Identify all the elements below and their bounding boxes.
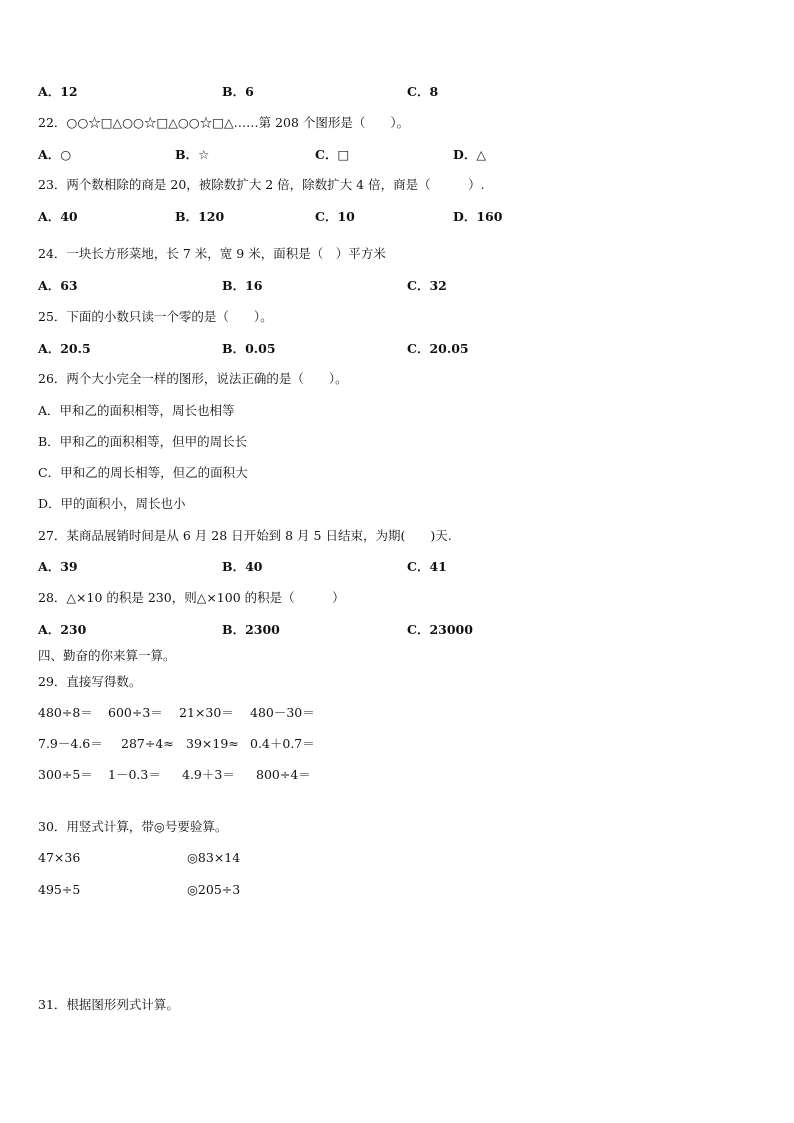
option-b[interactable] — [175, 209, 224, 225]
option-text: 8 — [429, 84, 439, 99]
option-text: 230 — [60, 622, 87, 637]
option-a[interactable] — [38, 559, 78, 575]
option-label: C． — [315, 147, 338, 162]
question-29-stem: 29．直接写得数。 — [38, 674, 142, 689]
calc-item: 21×30＝ — [179, 705, 234, 720]
option-b[interactable] — [222, 278, 262, 294]
option-text: △ — [476, 147, 486, 162]
calc-item: 4.9＋3＝ — [182, 767, 235, 782]
option-text: 41 — [429, 559, 447, 574]
option-b[interactable] — [222, 84, 254, 100]
option-a[interactable] — [38, 341, 91, 357]
calc-item: 7.9－4.6＝ — [38, 736, 103, 751]
option-text: 12 — [60, 84, 78, 99]
option-label: C． — [407, 341, 430, 356]
option-text: 23000 — [429, 622, 473, 637]
option-text: ○ — [60, 147, 72, 162]
option-c[interactable] — [407, 84, 438, 100]
question-26-stem: 26．两个大小完全一样的图形，说法正确的是（ ）。 — [38, 371, 348, 386]
option-text: 120 — [198, 209, 225, 224]
option-text: 40 — [245, 559, 263, 574]
option-a[interactable] — [38, 84, 78, 100]
option-label: C． — [407, 559, 430, 574]
calc-item: ◎205÷3 — [187, 882, 241, 897]
option-d[interactable] — [453, 209, 502, 225]
option-d[interactable]: D．甲的面积小，周长也小 — [38, 496, 186, 511]
option-c[interactable] — [407, 341, 469, 357]
option-b[interactable] — [222, 341, 276, 357]
calc-item: 47×36 — [38, 850, 81, 865]
calc-item: 600÷3＝ — [108, 705, 163, 720]
option-label: C． — [315, 209, 338, 224]
question-24-stem: 24．一块长方形菜地，长 7 米，宽 9 米，面积是（ ）平方米 — [38, 246, 386, 261]
option-label: B． — [222, 84, 246, 99]
question-27-stem: 27．某商品展销时间是从 6 月 28 日开始到 8 月 5 日结束，为期( )天. — [38, 528, 452, 543]
question-28-stem: 28．△×10 的积是 230，则△×100 的积是（ ） — [38, 590, 345, 605]
option-text: 40 — [60, 209, 78, 224]
option-label: A． — [38, 84, 61, 99]
option-text: 39 — [60, 559, 78, 574]
option-text: 20.05 — [429, 341, 469, 356]
option-text: 160 — [476, 209, 503, 224]
option-b[interactable] — [222, 622, 280, 638]
option-b[interactable] — [175, 147, 209, 163]
option-label: A． — [38, 622, 61, 637]
calc-item: 1－0.3＝ — [108, 767, 161, 782]
option-label: A． — [38, 209, 61, 224]
option-b[interactable] — [222, 559, 262, 575]
calc-item: 800÷4＝ — [256, 767, 311, 782]
calc-item: ◎83×14 — [187, 850, 241, 865]
option-label: B． — [175, 209, 199, 224]
option-label: B． — [222, 622, 246, 637]
option-c[interactable]: C．甲和乙的周长相等，但乙的面积大 — [38, 465, 248, 480]
option-text: 20.5 — [60, 341, 91, 356]
question-30-stem: 30．用竖式计算，带◎号要验算。 — [38, 819, 228, 834]
option-label: D． — [453, 209, 477, 224]
question-31-stem: 31．根据图形列式计算。 — [38, 997, 179, 1012]
calc-item: 0.4＋0.7＝ — [250, 736, 315, 751]
option-a[interactable]: A．甲和乙的面积相等，周长也相等 — [38, 403, 235, 418]
option-label: B． — [175, 147, 199, 162]
option-text: ☆ — [198, 147, 210, 162]
option-c[interactable] — [407, 559, 447, 575]
calc-item: 480－30＝ — [250, 705, 315, 720]
option-b[interactable]: B．甲和乙的面积相等，但甲的周长长 — [38, 434, 248, 449]
option-label: B． — [222, 278, 246, 293]
option-label: D． — [453, 147, 477, 162]
option-label: C． — [407, 278, 430, 293]
calc-item: 480÷8＝ — [38, 705, 93, 720]
option-label: C． — [407, 622, 430, 637]
option-a[interactable] — [38, 209, 78, 225]
option-label: A． — [38, 341, 61, 356]
option-text: 0.05 — [245, 341, 276, 356]
calc-item: 495÷5 — [38, 882, 81, 897]
option-text: 16 — [245, 278, 263, 293]
option-label: B． — [222, 341, 246, 356]
option-text: □ — [337, 147, 350, 162]
section-title: 四、勤奋的你来算一算。 — [38, 648, 176, 663]
option-label: A． — [38, 559, 61, 574]
option-c[interactable] — [315, 209, 355, 225]
option-text: 2300 — [245, 622, 280, 637]
option-text: 63 — [60, 278, 78, 293]
option-label: B． — [222, 559, 246, 574]
option-c[interactable] — [315, 147, 349, 163]
option-d[interactable] — [453, 147, 486, 163]
option-label: C． — [407, 84, 430, 99]
option-a[interactable] — [38, 622, 86, 638]
option-label: A． — [38, 278, 61, 293]
option-text: 32 — [429, 278, 447, 293]
option-text: 10 — [337, 209, 355, 224]
option-c[interactable] — [407, 622, 473, 638]
option-label: A． — [38, 147, 61, 162]
question-25-stem: 25．下面的小数只读一个零的是（ ）。 — [38, 309, 273, 324]
question-22-stem: 22．○○☆□△○○☆□△○○☆□△……第 208 个图形是（ ）。 — [38, 115, 410, 130]
calc-item: 287÷4≈ — [121, 736, 174, 751]
calc-item: 39×19≈ — [186, 736, 239, 751]
option-a[interactable] — [38, 147, 71, 163]
question-23-stem: 23．两个数相除的商是 20，被除数扩大 2 倍，除数扩大 4 倍，商是（ ）. — [38, 177, 485, 192]
calc-item: 300÷5＝ — [38, 767, 93, 782]
option-a[interactable] — [38, 278, 78, 294]
option-c[interactable] — [407, 278, 447, 294]
option-text: 6 — [245, 84, 254, 99]
